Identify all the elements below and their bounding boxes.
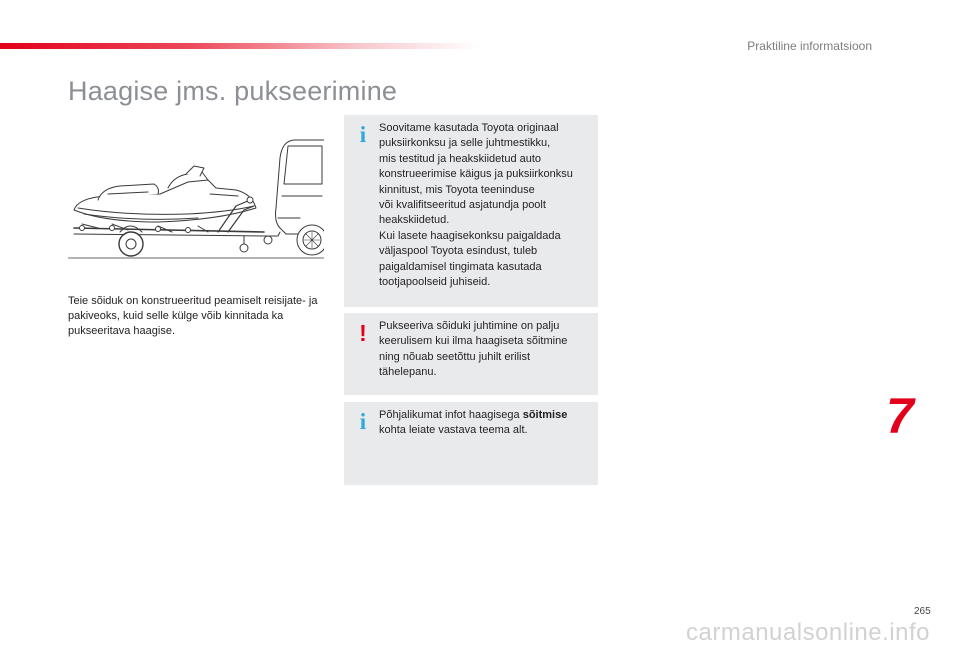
note-text: Soovitame kasutada Toyota originaal puksiirkonksu ja selle juhtmestikku, mis testitud ja heakskiidetud auto konstrueerimise käigus ja puksiirkonksu kinnitust, mis Toyota teeninduse või kvalifitseeritud asjatundja poolt heakskiidetud. Kui lasete haagisekonksu paigaldada väljaspool Toyota esindust, tuleb paigaldamisel tingimata kasutada tootjapoolseid juhiseid. bbox=[379, 122, 573, 289]
note-text: Pukseeriva sõiduki juhtimine on palju keerulisem kui ilma haagiseta sõitmine ning nõuab seetõttu juhilt erilist tähelepanu. bbox=[379, 320, 568, 379]
watermark: carmanualsonline.info bbox=[686, 619, 930, 646]
warning-note-driving bbox=[344, 313, 598, 395]
note-text-after: kohta leiate vastava teema alt. bbox=[379, 424, 528, 437]
info-note-more-info bbox=[344, 402, 598, 485]
section-title: Praktiline informatsioon bbox=[747, 39, 872, 53]
note-text-before: Põhjalikumat infot haagisega bbox=[379, 409, 523, 421]
page-number: 265 bbox=[914, 606, 931, 617]
note-text bbox=[379, 408, 590, 439]
header-accent-bar bbox=[0, 43, 480, 49]
info-icon: i bbox=[359, 409, 367, 434]
trailer-jetski-illustration bbox=[68, 136, 324, 266]
page-title: Haagise jms. pukseerimine bbox=[68, 76, 398, 106]
warning-icon: ! bbox=[359, 320, 367, 346]
note-text-bold: sõitmise bbox=[522, 409, 568, 421]
intro-text: Teie sõiduk on konstrueeritud peamiselt reisijate- ja pakiveoks, kuid selle külge võib kinnitada ka pukseeritava haagise. bbox=[68, 295, 318, 337]
info-icon: i bbox=[359, 122, 367, 147]
info-note-toyota-towbar bbox=[344, 115, 598, 307]
chapter-number: 7 bbox=[886, 388, 914, 444]
